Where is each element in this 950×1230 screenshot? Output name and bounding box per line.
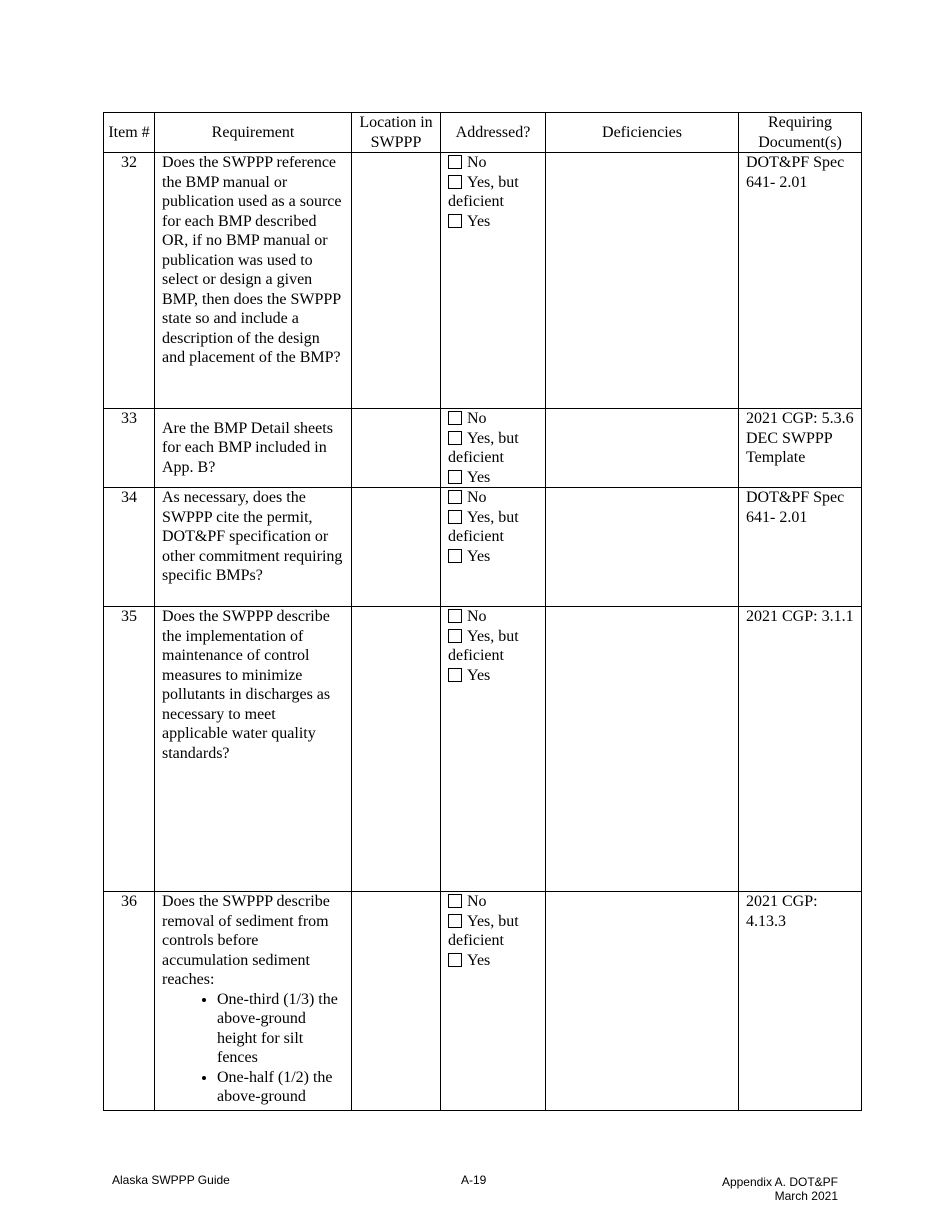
requirement-text: Are the BMP Detail sheets for each BMP included in App. B?	[155, 409, 352, 488]
table-row	[104, 607, 862, 892]
addressed-options	[441, 153, 546, 409]
no-label: No	[467, 893, 487, 910]
yes-label: Yes	[467, 547, 491, 565]
requiring-document: DOT&PF Spec 641- 2.01	[739, 488, 862, 607]
requiring-document: 2021 CGP: 4.13.3	[739, 892, 862, 1111]
requirement-bullet-list	[162, 990, 344, 1107]
location-cell[interactable]	[352, 153, 441, 409]
footer-guide-title: Alaska SWPPP Guide	[112, 1173, 230, 1187]
footer-appendix-info	[722, 1175, 838, 1203]
yes-label: Yes	[467, 666, 491, 684]
no-checkbox[interactable]	[448, 155, 462, 169]
no-checkbox[interactable]	[448, 894, 462, 908]
header-requirement: Requirement	[155, 113, 352, 153]
yes-checkbox[interactable]	[448, 470, 462, 484]
table-row	[104, 153, 862, 409]
list-item: • One-third (1/3) the above-ground height for silt fences	[217, 990, 344, 1068]
table-header-row	[104, 113, 862, 153]
item-number: 33	[104, 409, 155, 488]
header-item-number: Item #	[104, 113, 155, 153]
footer-page-number: A-19	[461, 1173, 487, 1187]
yes-but-deficient-checkbox[interactable]	[448, 914, 462, 928]
deficient-label: deficient	[448, 193, 504, 210]
requiring-document: DOT&PF Spec 641- 2.01	[739, 153, 862, 409]
yes-checkbox[interactable]	[448, 668, 462, 682]
deficient-label: deficient	[448, 647, 504, 664]
yes-but-deficient-checkbox[interactable]	[448, 431, 462, 445]
yes-but-deficient-checkbox[interactable]	[448, 175, 462, 189]
yes-but-label: Yes, but	[467, 912, 519, 930]
no-label: No	[467, 489, 487, 506]
table-row	[104, 892, 862, 1111]
no-label: No	[467, 154, 487, 171]
header-location: Location in SWPPP	[352, 113, 441, 153]
item-number: 35	[104, 607, 155, 892]
yes-but-label: Yes, but	[467, 627, 519, 645]
table-row	[104, 409, 862, 488]
yes-but-label: Yes, but	[467, 173, 519, 191]
location-cell[interactable]	[352, 409, 441, 488]
list-item: • One-half (1/2) the above-ground	[217, 1068, 344, 1107]
header-addressed: Addressed?	[441, 113, 546, 153]
requirement-text: As necessary, does the SWPPP cite the permit, DOT&PF specification or other commitment requiring specific BMPs?	[155, 488, 352, 607]
no-checkbox[interactable]	[448, 490, 462, 504]
deficiencies-cell[interactable]	[546, 409, 739, 488]
yes-label: Yes	[467, 951, 491, 969]
addressed-options	[441, 607, 546, 892]
addressed-options	[441, 409, 546, 488]
yes-but-deficient-checkbox[interactable]	[448, 629, 462, 643]
location-cell[interactable]	[352, 892, 441, 1111]
no-label: No	[467, 608, 487, 625]
deficiencies-cell[interactable]	[546, 488, 739, 607]
deficiencies-cell[interactable]	[546, 153, 739, 409]
no-checkbox[interactable]	[448, 411, 462, 425]
requirement-text: Does the SWPPP describe removal of sediment from controls before accumulation sediment reaches:	[162, 893, 330, 988]
yes-checkbox[interactable]	[448, 549, 462, 563]
yes-but-deficient-checkbox[interactable]	[448, 510, 462, 524]
no-label: No	[467, 410, 487, 427]
requirements-checklist-table	[103, 112, 862, 1111]
yes-but-label: Yes, but	[467, 429, 519, 447]
yes-checkbox[interactable]	[448, 953, 462, 967]
addressed-options	[441, 892, 546, 1111]
table-row	[104, 488, 862, 607]
requiring-document: 2021 CGP: 3.1.1	[739, 607, 862, 892]
requirement-text: Does the SWPPP describe the implementation of maintenance of control measures to minimize pollutants in discharges as necessary to meet applicable water quality standards?	[155, 607, 352, 892]
requiring-document: 2021 CGP: 5.3.6 DEC SWPPP Template	[739, 409, 862, 488]
header-deficiencies: Deficiencies	[546, 113, 739, 153]
item-number: 36	[104, 892, 155, 1111]
location-cell[interactable]	[352, 488, 441, 607]
yes-label: Yes	[467, 468, 491, 486]
requirement-text: Does the SWPPP reference the BMP manual or publication used as a source for each BMP described OR, if no BMP manual or publication was used to select or design a given BMP, then does the SWPPP state so and include a description of the design and placement of the BMP?	[155, 153, 352, 409]
deficient-label: deficient	[448, 932, 504, 949]
location-cell[interactable]	[352, 607, 441, 892]
deficiencies-cell[interactable]	[546, 607, 739, 892]
yes-label: Yes	[467, 212, 491, 230]
no-checkbox[interactable]	[448, 609, 462, 623]
requirement-cell	[155, 892, 352, 1111]
yes-checkbox[interactable]	[448, 214, 462, 228]
deficiencies-cell[interactable]	[546, 892, 739, 1111]
deficient-label: deficient	[448, 528, 504, 545]
yes-but-label: Yes, but	[467, 508, 519, 526]
header-requiring-documents: Requiring Document(s)	[739, 113, 862, 153]
item-number: 32	[104, 153, 155, 409]
footer-date: March 2021	[774, 1189, 838, 1203]
item-number: 34	[104, 488, 155, 607]
footer-appendix-label: Appendix A. DOT&PF	[721, 1175, 838, 1189]
deficient-label: deficient	[448, 449, 504, 466]
addressed-options	[441, 488, 546, 607]
